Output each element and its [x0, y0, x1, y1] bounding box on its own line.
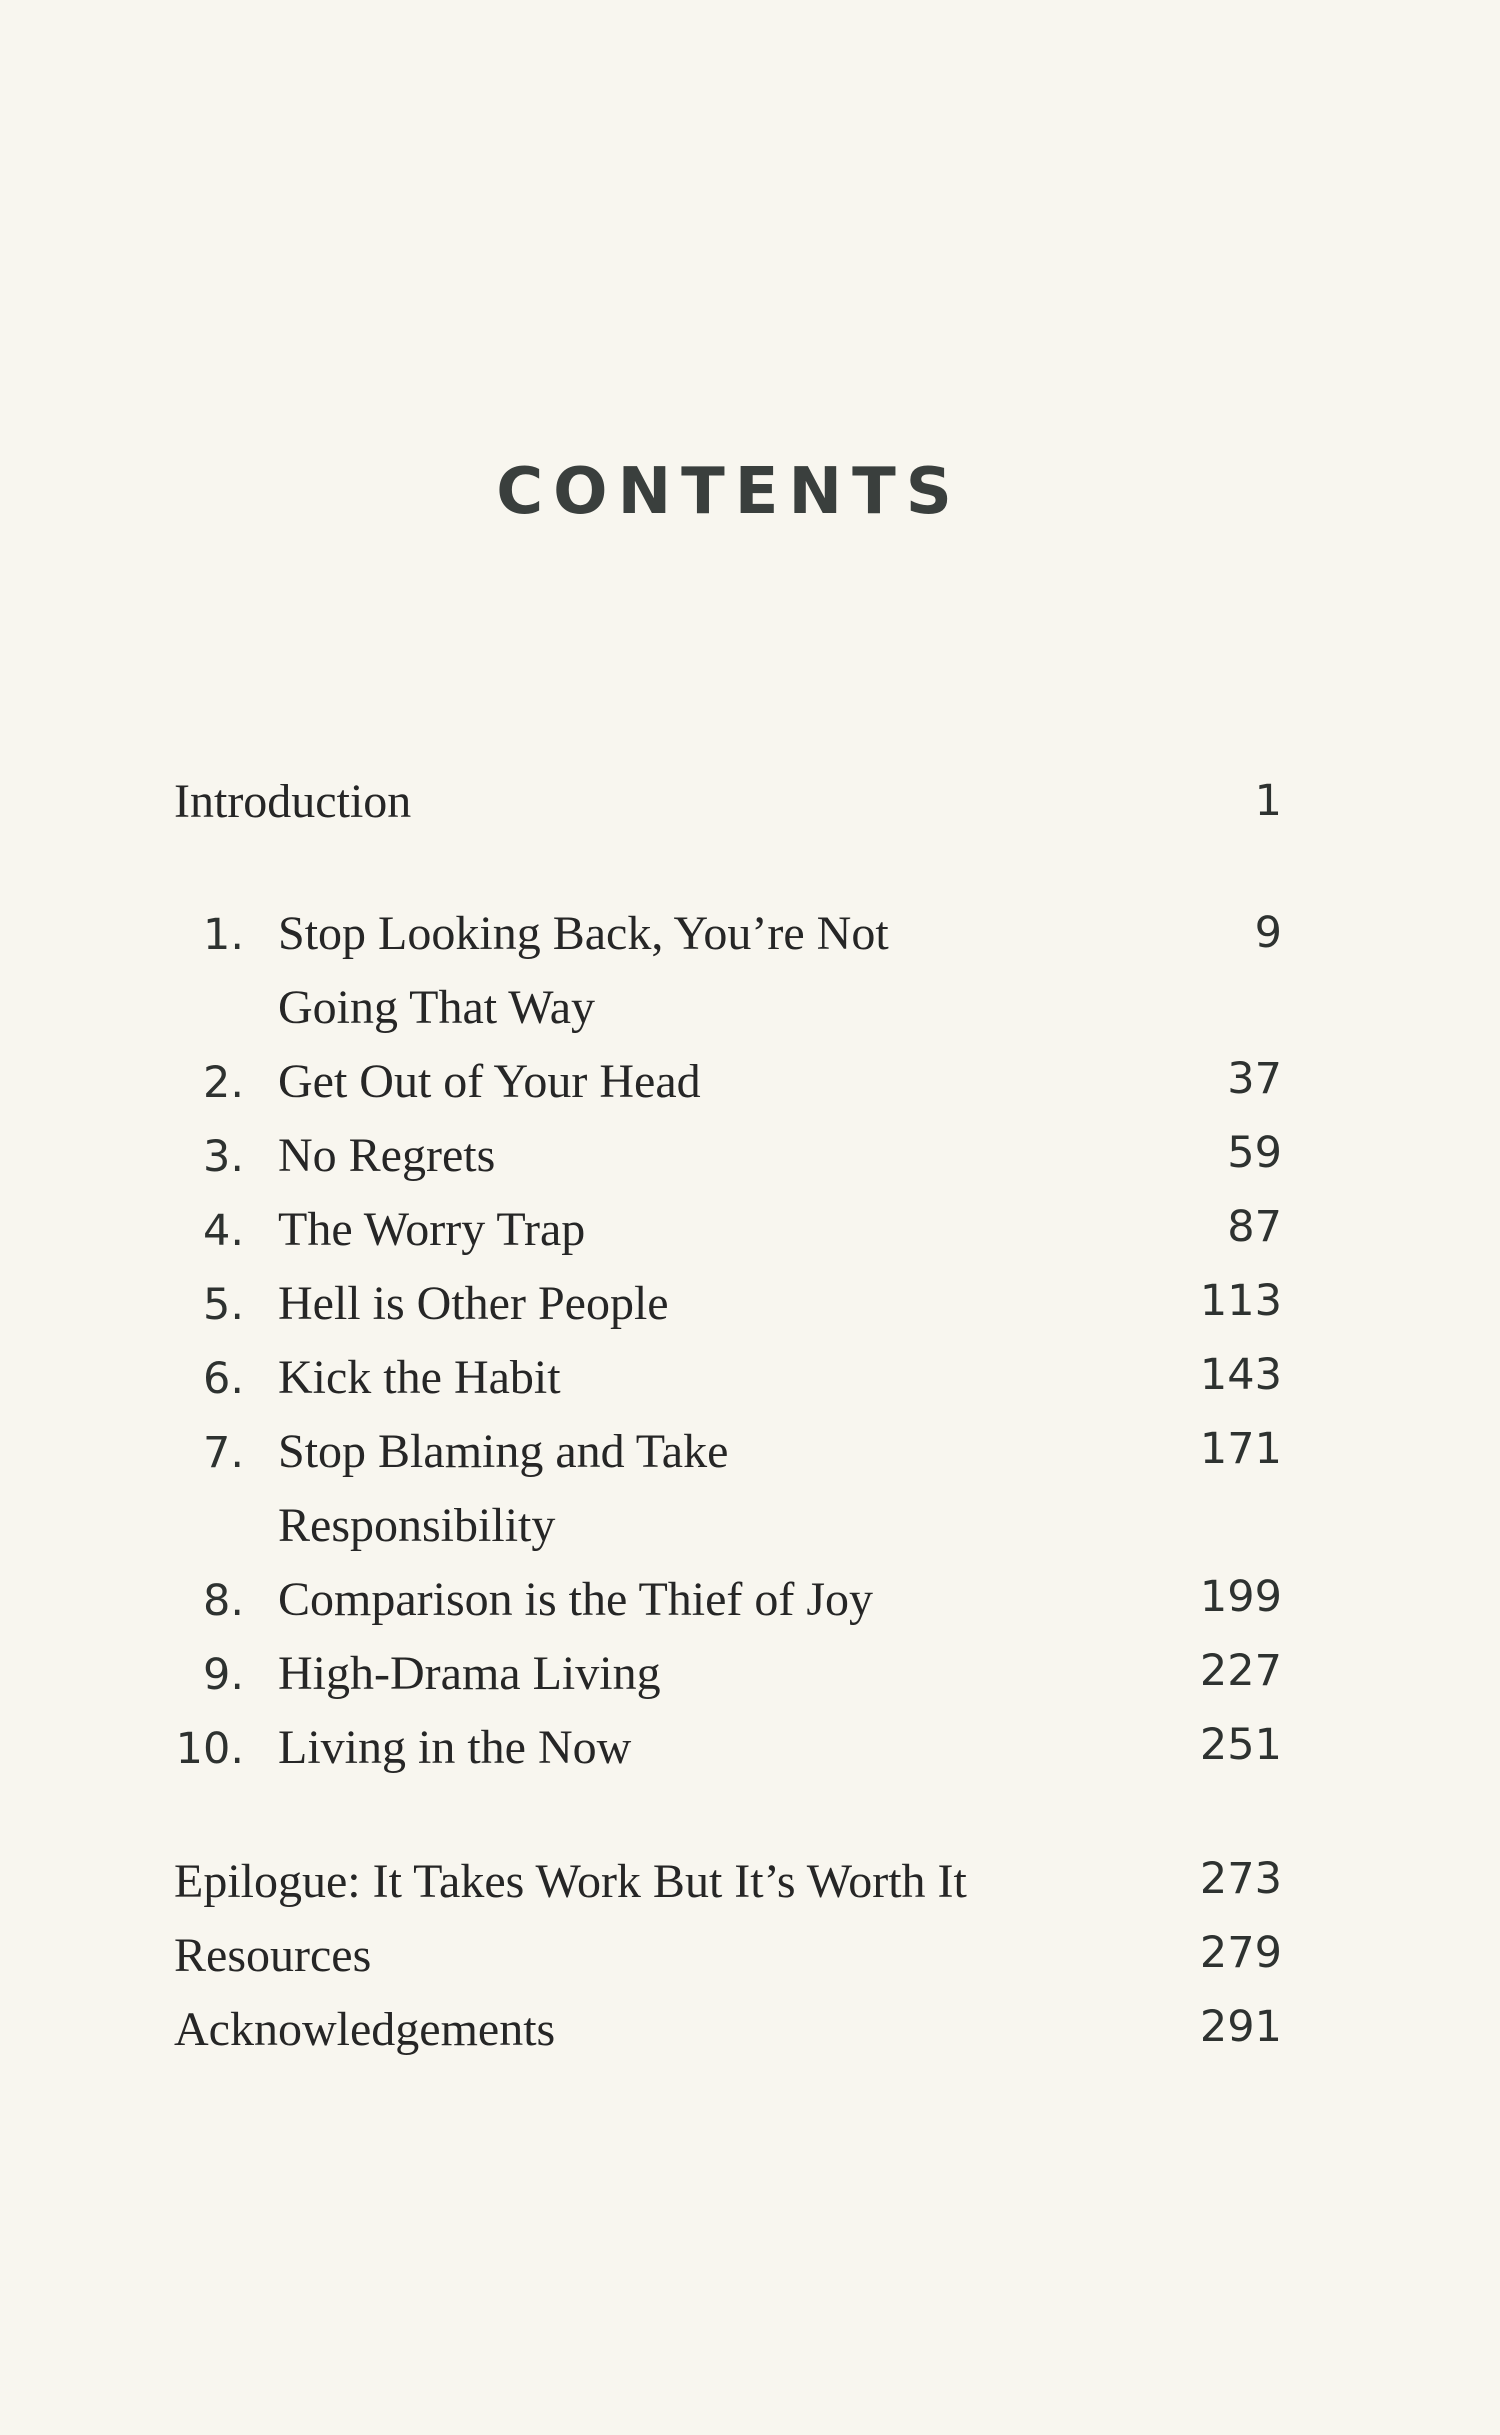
chapter-number: 4. — [202, 1206, 244, 1256]
chapter-title: Stop Blaming and Take — [278, 1425, 729, 1478]
chapter-page: 59 — [1227, 1128, 1282, 1178]
chapter-page: 227 — [1199, 1646, 1282, 1696]
chapter-number: 10. — [175, 1724, 244, 1774]
chapter-title: Hell is Other People — [278, 1277, 669, 1330]
toc-page-resources: 279 — [1199, 1928, 1282, 1978]
chapter-title-continued: Going That Way — [278, 981, 595, 1034]
chapter-page: 143 — [1199, 1350, 1282, 1400]
chapter-title-continued: Responsibility — [278, 1499, 556, 1552]
chapter-number: 9. — [202, 1650, 244, 1700]
chapter-page: 37 — [1227, 1054, 1282, 1104]
chapter-page: 199 — [1199, 1572, 1282, 1622]
toc-entry-resources: Resources — [174, 1929, 372, 1982]
chapter-number: 1. — [202, 910, 244, 960]
toc-page-epilogue: 273 — [1199, 1854, 1282, 1904]
chapter-page: 9 — [1254, 908, 1282, 958]
chapter-page: 171 — [1199, 1424, 1282, 1474]
chapter-number: 8. — [202, 1576, 244, 1626]
chapter-number: 6. — [202, 1354, 244, 1404]
chapter-page: 251 — [1199, 1720, 1282, 1770]
chapter-page: 87 — [1227, 1202, 1282, 1252]
chapter-number: 3. — [202, 1132, 244, 1182]
chapter-title: High-Drama Living — [278, 1647, 661, 1700]
chapter-title: Get Out of Your Head — [278, 1055, 701, 1108]
chapter-title: Comparison is the Thief of Joy — [278, 1573, 874, 1626]
chapter-title: Living in the Now — [278, 1721, 632, 1774]
chapter-title: Stop Looking Back, You’re Not — [278, 907, 889, 960]
toc-entry-epilogue: Epilogue: It Takes Work But It’s Worth It — [174, 1855, 967, 1908]
chapter-title: Kick the Habit — [278, 1351, 561, 1404]
page-title: CONTENTS — [496, 455, 962, 529]
chapter-number: 2. — [202, 1058, 244, 1108]
chapter-number: 5. — [202, 1280, 244, 1330]
toc-page-acknowledgements: 291 — [1199, 2002, 1282, 2052]
chapter-title: The Worry Trap — [278, 1203, 586, 1256]
chapter-title: No Regrets — [278, 1129, 496, 1182]
chapter-number: 7. — [202, 1428, 244, 1478]
toc-entry-acknowledgements: Acknowledgements — [174, 2003, 556, 2056]
toc-page-introduction: 1 — [1254, 776, 1282, 826]
toc-entry-introduction: Introduction — [174, 775, 412, 828]
chapter-page: 113 — [1199, 1276, 1282, 1326]
